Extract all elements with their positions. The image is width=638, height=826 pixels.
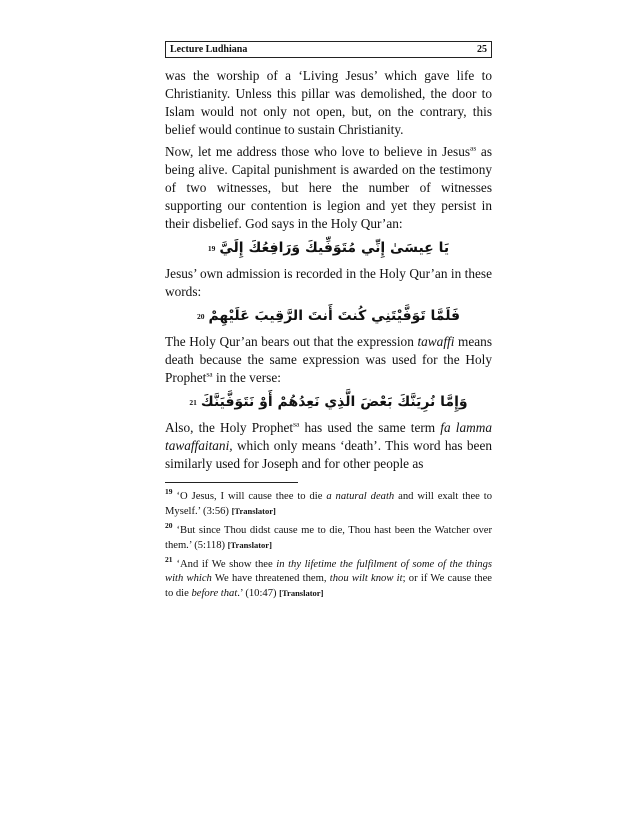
paragraph-4-part-a: The Holy Qur’an bears out that the expression [165,334,418,349]
paragraph-4 [165,333,492,387]
footnote-number: 21 [165,555,173,565]
footnote-divider [165,482,298,483]
paragraph-2 [165,143,492,233]
paragraph-4-part-c: in the verse: [212,370,281,385]
footnote-number: 19 [165,487,173,497]
honorific-superscript: sa [293,419,300,429]
honorific-superscript: as [470,143,477,153]
verse-1-text: يَا عِيسَىٰ إِنِّي مُتَوَفِّيكَ وَرَافِعُكَ إِلَيَّ [219,240,450,256]
paragraph-3: Jesus’ own admission is recorded in the Holy Qur’an in these words: [165,266,492,299]
page-number: 25 [477,44,487,55]
quran-verse-3 [165,389,492,415]
honorific-superscript: sa [206,369,213,379]
footnote-text: ‘But since Thou didst cause me to die, Thou hast been the Watcher over them.’ (5:118) [165,525,492,551]
paragraph-2-part-b: as being alive. Capital punishment is awarded on the testimony of two witnesses, but here the number of witnesses supporting our contention is legion and yet they persist in their disbelief. God says in the Holy Qur’an: [165,144,493,231]
paragraph-5-part-b: has used the same term [299,420,441,435]
verse-3-text: وَإِمَّا نُرِيَنَّكَ بَعْضَ الَّذِي نَعِدُهُمْ أَوْ نَتَوَفَّيَنَّكَ [200,394,468,410]
footnote-21 [165,555,492,601]
translator-tag: [Translator] [227,540,272,550]
footnote-italic: thou wilt know it [329,573,403,584]
paragraph-5 [165,419,492,473]
book-page [165,41,492,606]
paragraph-4-italic-term: tawaffi [417,334,455,349]
footnote-text: .’ (10:47) [237,588,280,599]
footnote-text: ; or if We cause thee to die [165,573,492,599]
paragraph-5-italic-term: fa lamma tawaffaitani, [165,420,492,453]
footnote-italic: in thy lifetime the fulfilment of some of the things with which [165,559,492,584]
paragraph-5-part-c: which only means ‘death’. This word has been similarly used for Joseph and for other people as [165,438,492,471]
verse-2-text: فَلَمَّا تَوَفَّيْتَنِي كُنتَ أَنتَ الرَّقِيبَ عَلَيْهِمْ [208,308,461,324]
paragraph-5-part-a: Also, the Holy Prophet [165,420,294,435]
paragraph-4-part-b: means death because the same expression was used for the Holy Prophet [165,334,493,385]
header-title: Lecture Ludhiana [170,44,248,55]
footnote-italic: a natural death [326,491,395,502]
footnote-19 [165,487,493,519]
paragraph-2-part-a: Now, let me address those who love to believe in Jesus [165,144,471,159]
footnote-text: ‘And if We show thee [176,559,277,570]
quran-verse-1 [165,235,492,261]
quran-verse-2 [165,303,492,329]
footnote-italic: before that [191,588,238,599]
footnote-text: and will exalt thee to Myself.’ (3:56) [165,491,493,517]
footnote-text: ‘O Jesus, I will cause thee to die [176,491,327,502]
verse-2-footnote-ref: 20 [196,312,205,321]
footnote-20 [165,521,492,553]
footnotes [165,487,493,601]
body-text [165,67,492,473]
verse-1-footnote-ref: 19 [207,244,216,253]
verse-3-footnote-ref: 21 [189,398,197,407]
running-header [165,41,492,58]
paragraph-1: was the worship of a ‘Living Jesus’ which gave life to Christianity. Unless this pillar was demolished, the door to Islam would not only not open, but, on the contrary, this belief would continue to sustain Christianity. [165,68,492,137]
translator-tag: [Translator] [231,506,276,516]
footnote-text: We have threatened them, [211,573,330,584]
translator-tag: [Translator] [279,588,324,598]
footnote-number: 20 [165,521,173,531]
